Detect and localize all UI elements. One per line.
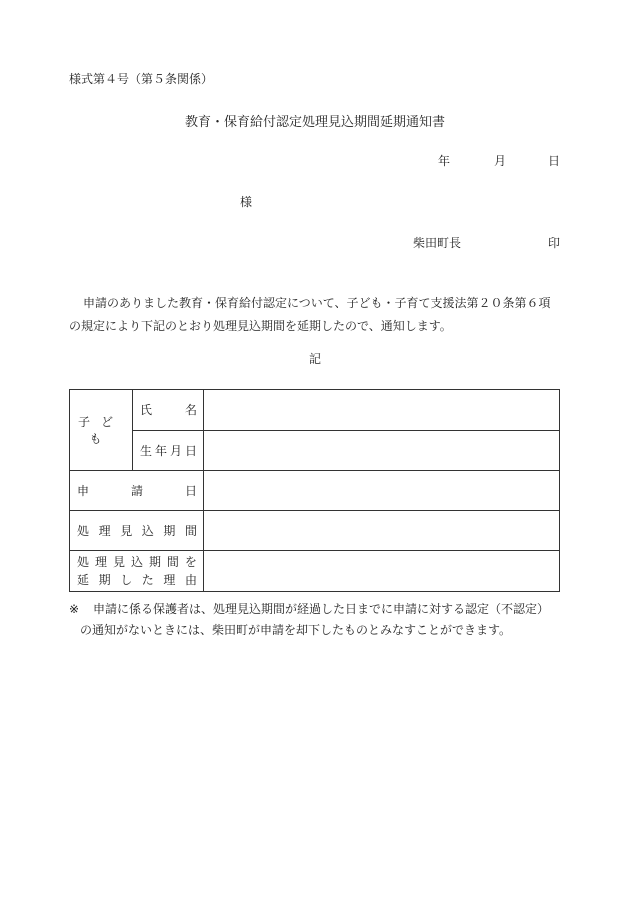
reason-label-char: を: [184, 555, 197, 569]
apply-date-label-char: 請: [130, 484, 143, 498]
period-label-char: 理: [98, 524, 111, 538]
reason-label-char: 期: [98, 573, 111, 587]
date-year-label: 年: [437, 154, 450, 168]
table-row-apply-date: [70, 471, 560, 511]
reason-label-char: 込: [130, 555, 143, 569]
note-text-1: 申請に係る保護者は、処理見込期間が経過した日までに申請に対する認定（不認定）: [93, 602, 550, 616]
date-day-label: 日: [547, 154, 560, 168]
reason-label-line-1: [77, 553, 197, 571]
reason-label-char: 間: [166, 555, 179, 569]
reason-label-cell: [70, 551, 204, 592]
reason-label-char: 理: [94, 555, 107, 569]
period-value-field[interactable]: [204, 511, 560, 551]
document-title: 教育・保育給付認定処理見込期間延期通知書: [184, 115, 445, 130]
ki-heading: 記: [308, 352, 321, 366]
birth-label-char: 日: [184, 443, 197, 458]
apply-date-value-field[interactable]: [204, 471, 560, 511]
table-row-reason: [70, 551, 560, 592]
period-label-char: 期: [163, 524, 176, 538]
birth-label-char: 年: [154, 443, 167, 458]
reason-label-char: 由: [184, 573, 197, 587]
date-month-label: 月: [493, 154, 506, 168]
body-line-2: の規定により下記のとおり処理見込期間を延期したので、通知します。: [69, 319, 452, 333]
period-label-char: 見: [120, 524, 133, 538]
reason-label-char: し: [120, 573, 133, 587]
seal-mark: 印: [548, 236, 561, 250]
name-label-cell: [133, 390, 204, 431]
note-line-2: の通知がないときには、柴田町が申請を却下したものとみなすことができます。: [80, 623, 512, 637]
period-label-char: 処: [77, 524, 90, 538]
birth-label-char: 生: [140, 443, 153, 458]
name-value-field[interactable]: [204, 390, 560, 431]
body-paragraph: [69, 292, 561, 338]
form-number: 様式第４号（第５条関係）: [69, 72, 214, 86]
reason-label-char: た: [141, 573, 154, 587]
apply-date-label-cell: [70, 471, 204, 511]
note-block: [69, 599, 564, 641]
name-label-char: 名: [184, 403, 197, 418]
name-label-char: 氏: [140, 403, 153, 418]
reason-value-field[interactable]: [204, 551, 560, 592]
reason-label-char: 延: [77, 573, 90, 587]
apply-date-label-char: 日: [184, 484, 197, 498]
note-line-1: [69, 599, 564, 620]
birth-value-field[interactable]: [204, 430, 560, 471]
body-line-1: 申請のありました教育・保育給付認定について、子ども・子育て支援法第２０条第６項: [83, 296, 551, 310]
apply-date-label-char: 申: [77, 484, 90, 498]
child-label: 子ども: [70, 390, 133, 471]
note-mark: ※: [69, 602, 80, 616]
table-row-birth: [70, 430, 560, 471]
birth-label-cell: [133, 430, 204, 471]
table-row-name: [70, 390, 560, 431]
period-label-char: 込: [141, 524, 154, 538]
reason-label-line-2: [77, 571, 197, 589]
reason-label-char: 期: [148, 555, 161, 569]
period-label-cell: [70, 511, 204, 551]
reason-label-char: 理: [163, 573, 176, 587]
addressee-suffix: 様: [240, 195, 253, 209]
reason-label-char: 見: [112, 555, 125, 569]
info-table: [69, 389, 560, 592]
issuer-name: 柴田町長: [413, 236, 462, 250]
birth-label-char: 月: [169, 443, 182, 458]
date-line: [438, 152, 560, 169]
period-label-char: 間: [184, 524, 197, 538]
reason-label-char: 処: [77, 555, 90, 569]
table-row-period: [70, 511, 560, 551]
